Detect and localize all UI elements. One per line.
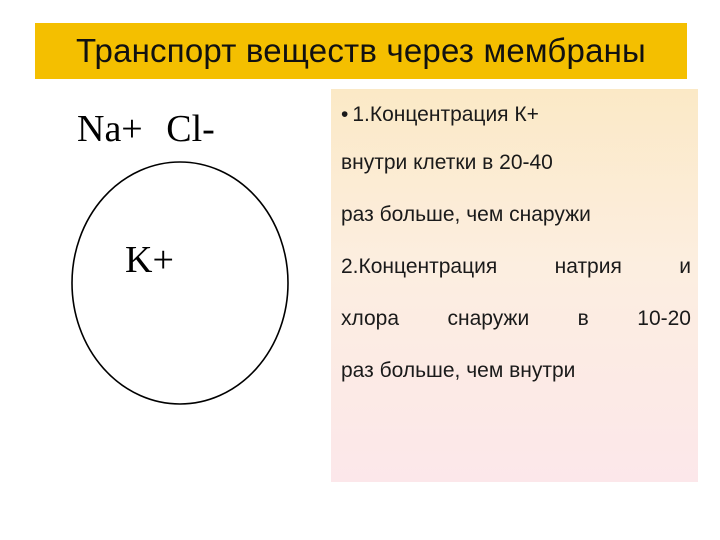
cell-membrane-oval: [69, 160, 293, 410]
info-line-5: хлора снаружи в 10-20: [341, 307, 691, 330]
bullet-icon: •: [341, 103, 349, 126]
outside-ions-label: Na+ Cl-: [77, 108, 215, 150]
inside-ion-label: K+: [125, 239, 174, 281]
info-panel: [331, 89, 698, 482]
title-bar: [35, 23, 687, 79]
info-line-6: раз больше, чем внутри: [341, 359, 576, 382]
info-line-3: раз больше, чем снаружи: [341, 203, 591, 226]
info-line-2: внутри клетки в 20-40: [341, 151, 553, 174]
info-text-block: [341, 89, 691, 397]
slide-title: Транспорт веществ через мембраны: [76, 32, 646, 69]
info-line-1: [341, 89, 691, 137]
info-line-4: 2.Концентрация натрия и: [341, 255, 691, 278]
info-line-1-text: 1.Концентрация К+: [352, 103, 539, 126]
